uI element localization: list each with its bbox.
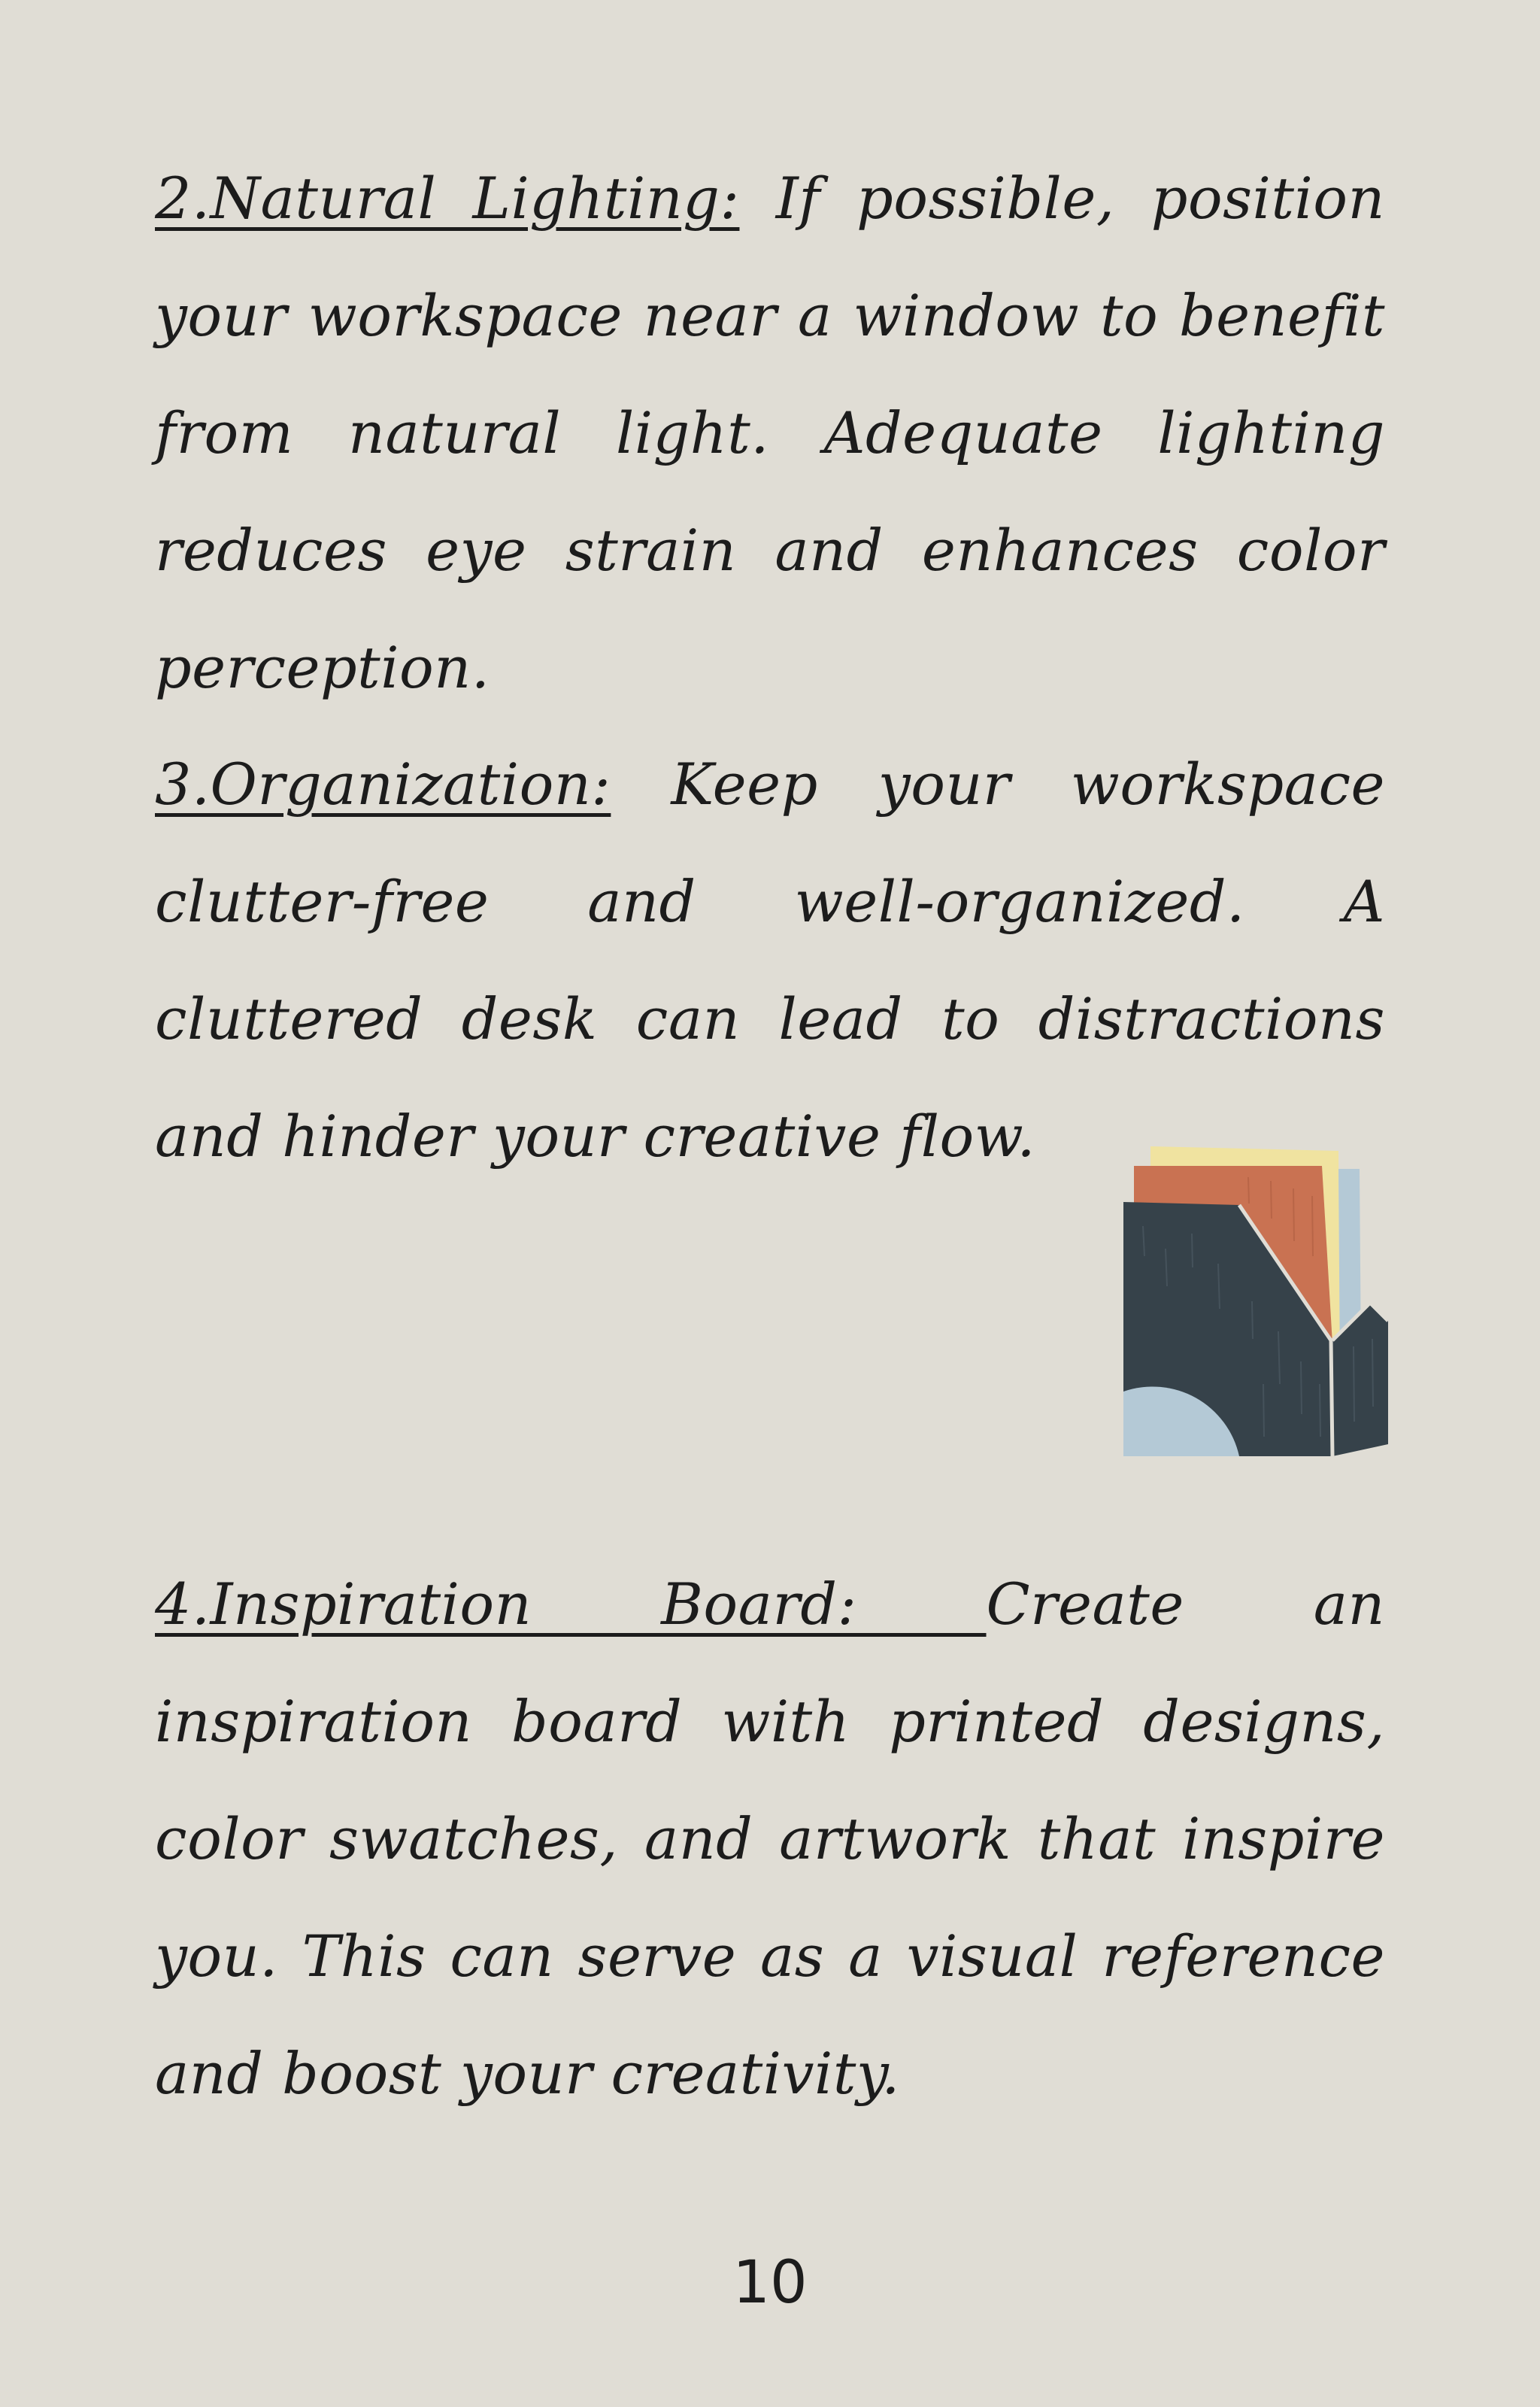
tip-body-organization: Keep your workspace clutter-free and well-organized. A cluttered desk can lead to distractions and hinder your creative flow. <box>155 751 1385 1170</box>
tip-heading-organization: 3.Organization: <box>155 751 611 818</box>
tip-heading-natural-lighting: 2.Natural Lighting: <box>155 165 740 232</box>
tip-heading-inspiration-board: 4.Inspiration Board: <box>155 1571 987 1638</box>
tip-body-inspiration-board: Create an inspiration board with printed designs, color swatches, and artwork that inspire you. This can serve as a visual reference and boost your creativity. <box>155 1571 1385 2107</box>
tip-body-natural-lighting: If possible, position your workspace near a window to benefit from natural light. Adequate lighting reduces eye strain and enhances color perception. <box>155 165 1385 701</box>
tip-natural-lighting <box>155 140 1385 727</box>
file-box-illustration <box>1120 1136 1391 1467</box>
tip-organization <box>155 726 1385 1195</box>
page-number: 10 <box>732 2249 808 2317</box>
tip-inspiration-board <box>155 1546 1385 2132</box>
